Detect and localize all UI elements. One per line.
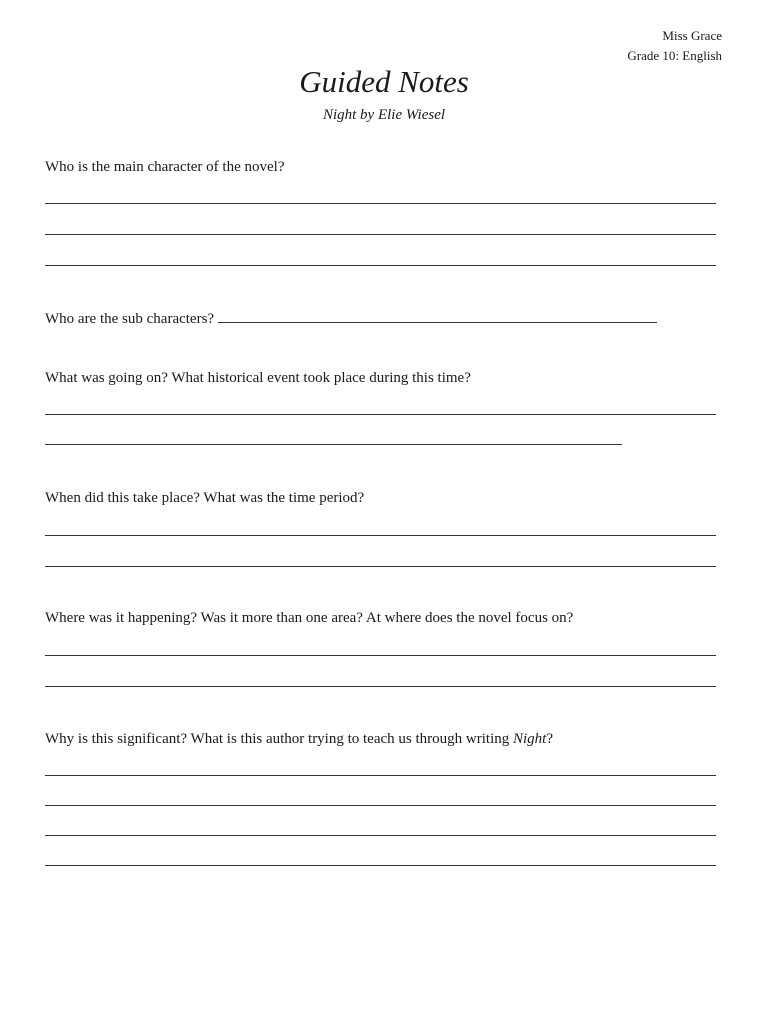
answer-line[interactable] — [45, 865, 716, 866]
answer-line[interactable] — [45, 234, 716, 235]
answer-line[interactable] — [45, 203, 716, 204]
answer-blank[interactable] — [218, 308, 657, 323]
question-sub-characters-text: Who are the sub characters? — [45, 311, 215, 327]
question-significance — [45, 729, 553, 749]
answer-line[interactable] — [45, 775, 716, 776]
header-info — [627, 26, 722, 66]
question-mark: ? — [546, 731, 554, 747]
teacher-name: Miss Grace — [662, 28, 722, 43]
question-main-character: Who is the main character of the novel? — [45, 159, 285, 175]
question-significance-text: Why is this significant? What is this author trying to teach us through writing — [45, 731, 513, 747]
question-location: Where was it happening? Was it more than one area? At where does the novel focus on? — [45, 610, 574, 626]
answer-line[interactable] — [45, 414, 716, 415]
answer-line[interactable] — [45, 835, 716, 836]
question-historical-event: What was going on? What historical event took place during this time? — [45, 370, 471, 386]
answer-line[interactable] — [45, 566, 716, 567]
page-subtitle: Night by Elie Wiesel — [322, 107, 446, 123]
class-name: Grade 10: English — [627, 48, 722, 63]
answer-line[interactable] — [45, 805, 716, 806]
question-time-period: When did this take place? What was the time period? — [45, 490, 365, 506]
answer-line[interactable] — [45, 655, 716, 656]
question-sub-characters — [45, 308, 657, 329]
answer-line[interactable] — [45, 265, 716, 266]
answer-line[interactable] — [45, 535, 716, 536]
book-title-italic: Night — [513, 731, 547, 747]
answer-line[interactable] — [45, 444, 622, 445]
page-title: Guided Notes — [299, 64, 469, 99]
answer-line[interactable] — [45, 686, 716, 687]
